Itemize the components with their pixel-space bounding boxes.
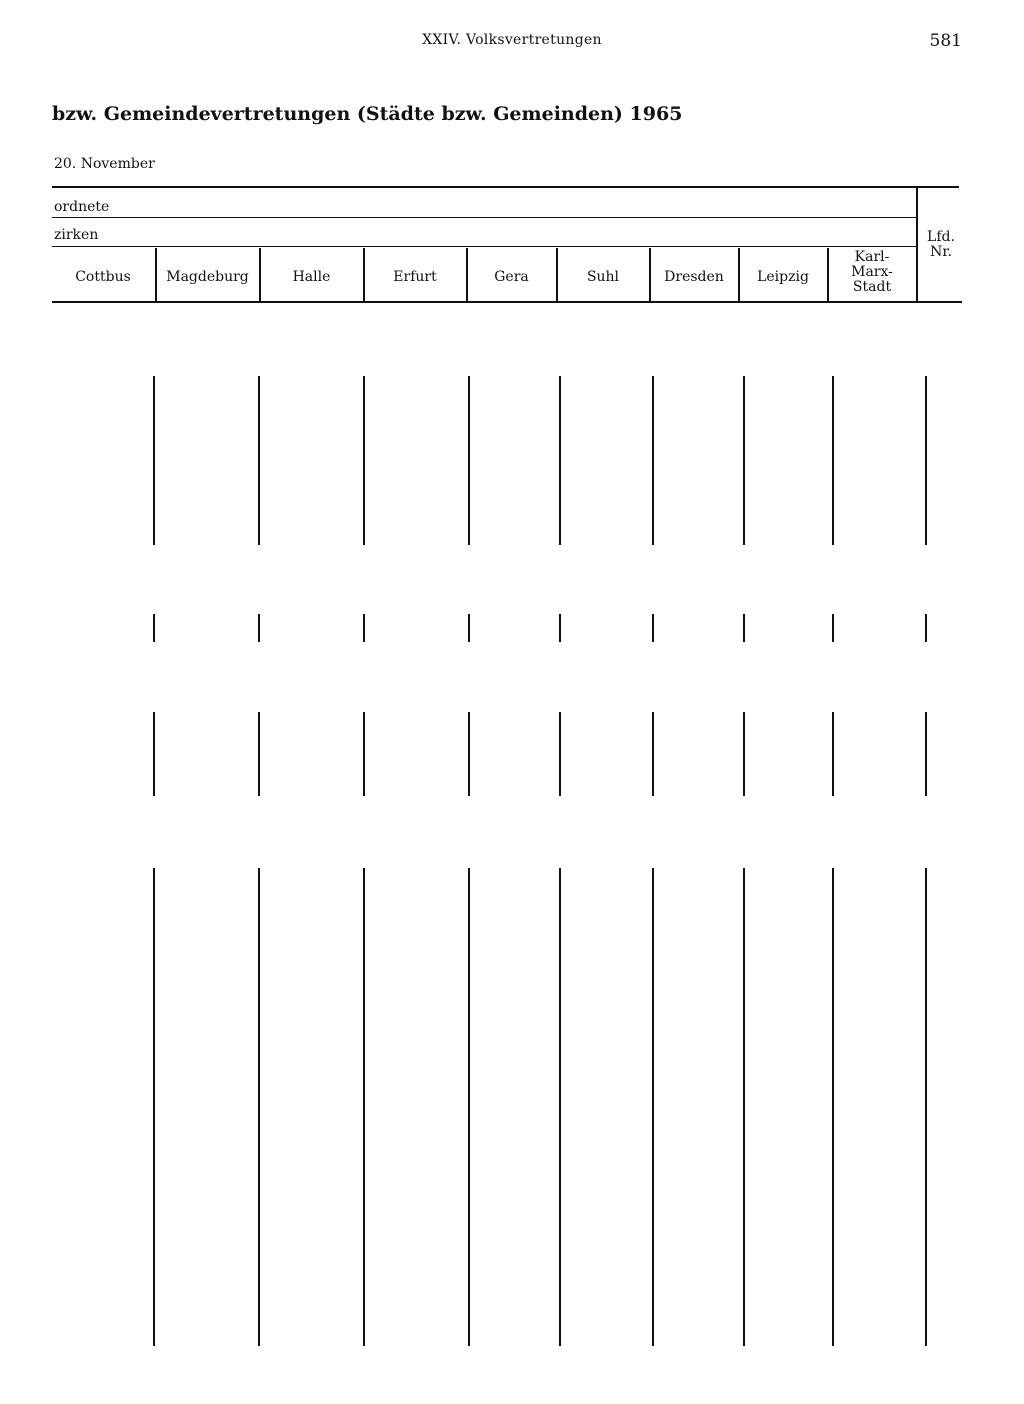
column-divider: [559, 376, 561, 545]
column-divider: [363, 614, 365, 642]
column-divider: [153, 614, 155, 642]
column-divider: [258, 868, 260, 1346]
column-divider: [153, 712, 155, 796]
column-header: Cottbus: [75, 269, 131, 285]
column-divider: [559, 614, 561, 642]
column-divider: [743, 868, 745, 1346]
column-divider: [153, 868, 155, 1346]
column-divider: [832, 614, 834, 642]
header-rule-1: [52, 217, 917, 218]
header-fragment-zirken: zirken: [54, 227, 99, 243]
column-header: Halle: [292, 269, 331, 285]
column-divider: [652, 376, 654, 545]
column-divider: [925, 614, 927, 642]
column-header: Karl- Marx- Stadt: [851, 249, 893, 295]
column-divider: [468, 614, 470, 642]
table-top-rule: [52, 186, 959, 188]
column-divider: [832, 712, 834, 796]
column-divider: [153, 376, 155, 545]
column-divider: [832, 376, 834, 545]
column-divider: [468, 712, 470, 796]
column-header: Gera: [494, 269, 529, 285]
column-divider: [258, 376, 260, 545]
column-divider: [258, 614, 260, 642]
column-divider: [832, 868, 834, 1346]
page-number: 581: [929, 31, 962, 51]
column-header: Erfurt: [393, 269, 437, 285]
column-header: Leipzig: [757, 269, 809, 285]
column-divider: [743, 614, 745, 642]
column-header: Suhl: [586, 269, 620, 285]
column-divider: [559, 868, 561, 1346]
column-divider: [652, 712, 654, 796]
column-divider: [925, 712, 927, 796]
column-header: Magdeburg: [166, 269, 249, 285]
column-divider: [925, 376, 927, 545]
ldf-nr-header: Lfd. Nr.: [927, 229, 955, 260]
date-line: 20. November: [54, 156, 155, 172]
page-title: bzw. Gemeindevertretungen (Städte bzw. Gemeinden) 1965: [52, 103, 683, 125]
header-bottom-rule: [52, 301, 962, 303]
column-divider: [559, 712, 561, 796]
column-divider: [743, 376, 745, 545]
column-divider: [258, 712, 260, 796]
column-divider: [743, 712, 745, 796]
column-header: Dresden: [664, 269, 724, 285]
column-divider: [363, 712, 365, 796]
header-fragment-ordnete: ordnete: [54, 199, 110, 215]
column-divider: [363, 868, 365, 1346]
column-divider: [925, 868, 927, 1346]
column-divider: [363, 376, 365, 545]
column-divider: [468, 868, 470, 1346]
column-divider: [468, 376, 470, 545]
ldf-column-divider: [916, 186, 918, 302]
column-divider: [652, 868, 654, 1346]
running-head: XXIV. Volksvertretungen: [422, 32, 602, 48]
header-rule-2: [52, 246, 917, 247]
column-divider: [652, 614, 654, 642]
